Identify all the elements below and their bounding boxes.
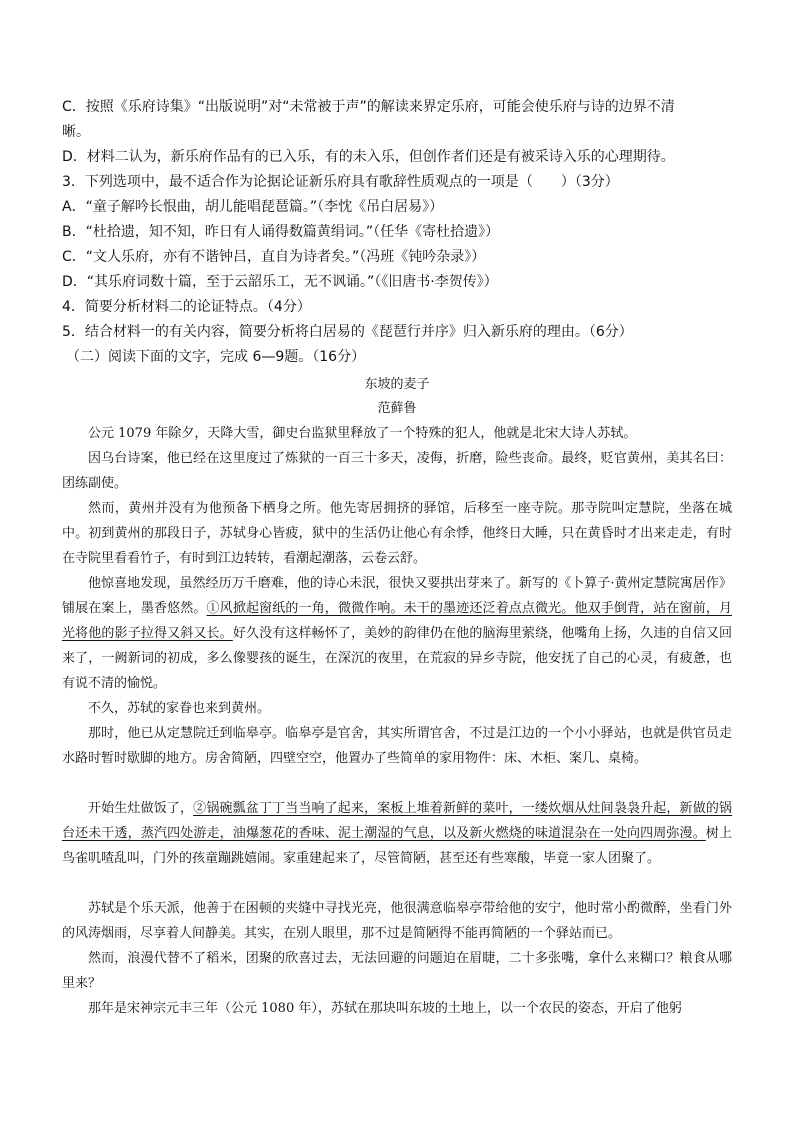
q3-option-a: A．“童子解吟长恨曲，胡儿能唱琵琶篇。”（李忱《吊白居易》）: [62, 199, 444, 215]
q2-option-d: D．材料二认为，新乐府作品有的已入乐，有的未入乐，但创作者们还是有被采诗入乐的心理期待。: [62, 149, 675, 165]
question-4: 4．简要分析材料二的论证特点。（4分）: [62, 299, 311, 315]
paragraph-4-tail: 好久没有这样畅怀了，美妙的韵律仍在他的脑海里萦绕，他嘴角上扬，久违的自信又回来了，一阙新词的初成，多么像婴孩的诞生，在深沉的夜里，在荒寂的异乡寺院，他安抚了自己的心灵，有疲惫，也有说不清的愉悦。: [62, 626, 732, 691]
paragraph-4: [62, 571, 732, 696]
q2-option-c-line2: 晰。: [62, 124, 90, 140]
paragraph-2: 因乌台诗案，他已经在这里度过了炼狱的一百三十多天，凌侮，折磨，险些丧命。最终，贬官黄州，美其名曰：团练副使。: [62, 451, 732, 491]
underlined-sentence-2: ②锅碗瓢盆丁丁当当响了起来，案板上堆着新鲜的菜叶，一缕炊烟从灶间袅袅升起，新做的锅台还未干透，蒸汽四处游走，油爆葱花的香味、泥土潮湿的气息，以及新火燃烧的味道混杂在一处向四周弥漫。: [62, 801, 732, 841]
paragraph-7: [62, 796, 732, 871]
article-title: 东坡的麦子: [364, 377, 430, 392]
question-5: 5．结合材料一的有关内容，简要分析将白居易的《琵琶行并序》归入新乐府的理由。（6分）: [62, 324, 633, 340]
article-author: 范藓鲁: [377, 401, 417, 416]
paragraph-7-lead: 开始生灶做饭了，: [88, 801, 194, 816]
q3-option-d: D．“其乐府词数十篇，至于云韶乐工，无不讽诵。”（《旧唐书·李贺传》）: [62, 274, 498, 290]
paragraph-9: 然而，浪漫代替不了稻米，团聚的欣喜过去，无法回避的问题迫在眉睫，二十多张嘴，拿什么来糊口？粮食从哪里来？: [62, 951, 732, 991]
section-heading: （二）阅读下面的文字，完成 6—9题。（16分）: [66, 349, 366, 365]
q2-option-c-line1: C．按照《乐府诗集》“出版说明”对“未常被于声”的解读来界定乐府，可能会使乐府与诗的边界不清: [62, 99, 675, 115]
q3-option-b: B．“杜拾遗，知不知，昨日有人诵得数篇黄绢词。”（任华《寄杜拾遗》）: [62, 224, 500, 240]
paragraph-1: 公元 1079 年除夕，天降大雪，御史台监狱里释放了一个特殊的犯人，他就是北宋大诗人苏轼。: [88, 426, 637, 441]
q3-option-c: C．“文人乐府，亦有不谐钟吕，直自为诗者矣。”（冯班《钝吟杂录》）: [62, 249, 486, 265]
paragraph-7-tail: 树上鸟雀叽喳乱叫，门外的孩童蹦跳嬉闹。家重建起来了，尽管简陋，甚至还有些寒酸，毕竟一家人团聚了。: [62, 826, 732, 866]
paragraph-6: 那时，他已从定慧院迁到临皋亭。临皋亭是官舍，其实所谓官舍，不过是江边的一个小小驿站，也就是供官员走水路时暂时歇脚的地方。房舍简陋，四壁空空，他置办了些简单的家用物件：床、木柜、案几、桌椅。: [62, 726, 732, 766]
paragraph-5: 不久，苏轼的家眷也来到黄州。: [88, 701, 271, 716]
question-3: 3．下列选项中，最不适合作为论据论证新乐府具有歌辞性质观点的一项是（ ）（3分）: [62, 174, 619, 190]
underlined-sentence-1: ①风掀起窗纸的一角，微微作响。未干的墨迹还泛着点点微光。他双手倒背，站在窗前，月光将他的影子拉得又斜又长。: [62, 601, 732, 641]
paragraph-3: 然而，黄州并没有为他预备下栖身之所。他先寄居拥挤的驿馆，后移至一座寺院。那寺院叫定慧院，坐落在城中。初到黄州的那段日子，苏轼身心皆疲，狱中的生活仍让他心有余悸，他终日大睡，只在黄昏时才出来走走，有时在寺院里看看竹子，有时到江边转转，看潮起潮落，云卷云舒。: [62, 501, 732, 566]
paragraph-4-lead: 他惊喜地发现，虽然经历万千磨难，他的诗心未泯，很快又要拱出芽来了。新写的《卜算子·黄州定慧院寓居作》铺展在案上，墨香悠然。: [62, 576, 732, 616]
paragraph-8: 苏轼是个乐天派，他善于在困顿的夹缝中寻找光亮，他很满意临皋亭带给他的安宁，他时常小酌微醉，坐看门外的风涛烟雨，尽享着人间静美。其实，在别人眼里，那不过是简陋得不能再简陋的一个驿站而已。: [62, 901, 732, 941]
paragraph-10: 那年是宋神宗元丰三年（公元 1080 年），苏轼在那块叫东坡的土地上，以一个农民的姿态，开启了他躬: [88, 1001, 682, 1016]
